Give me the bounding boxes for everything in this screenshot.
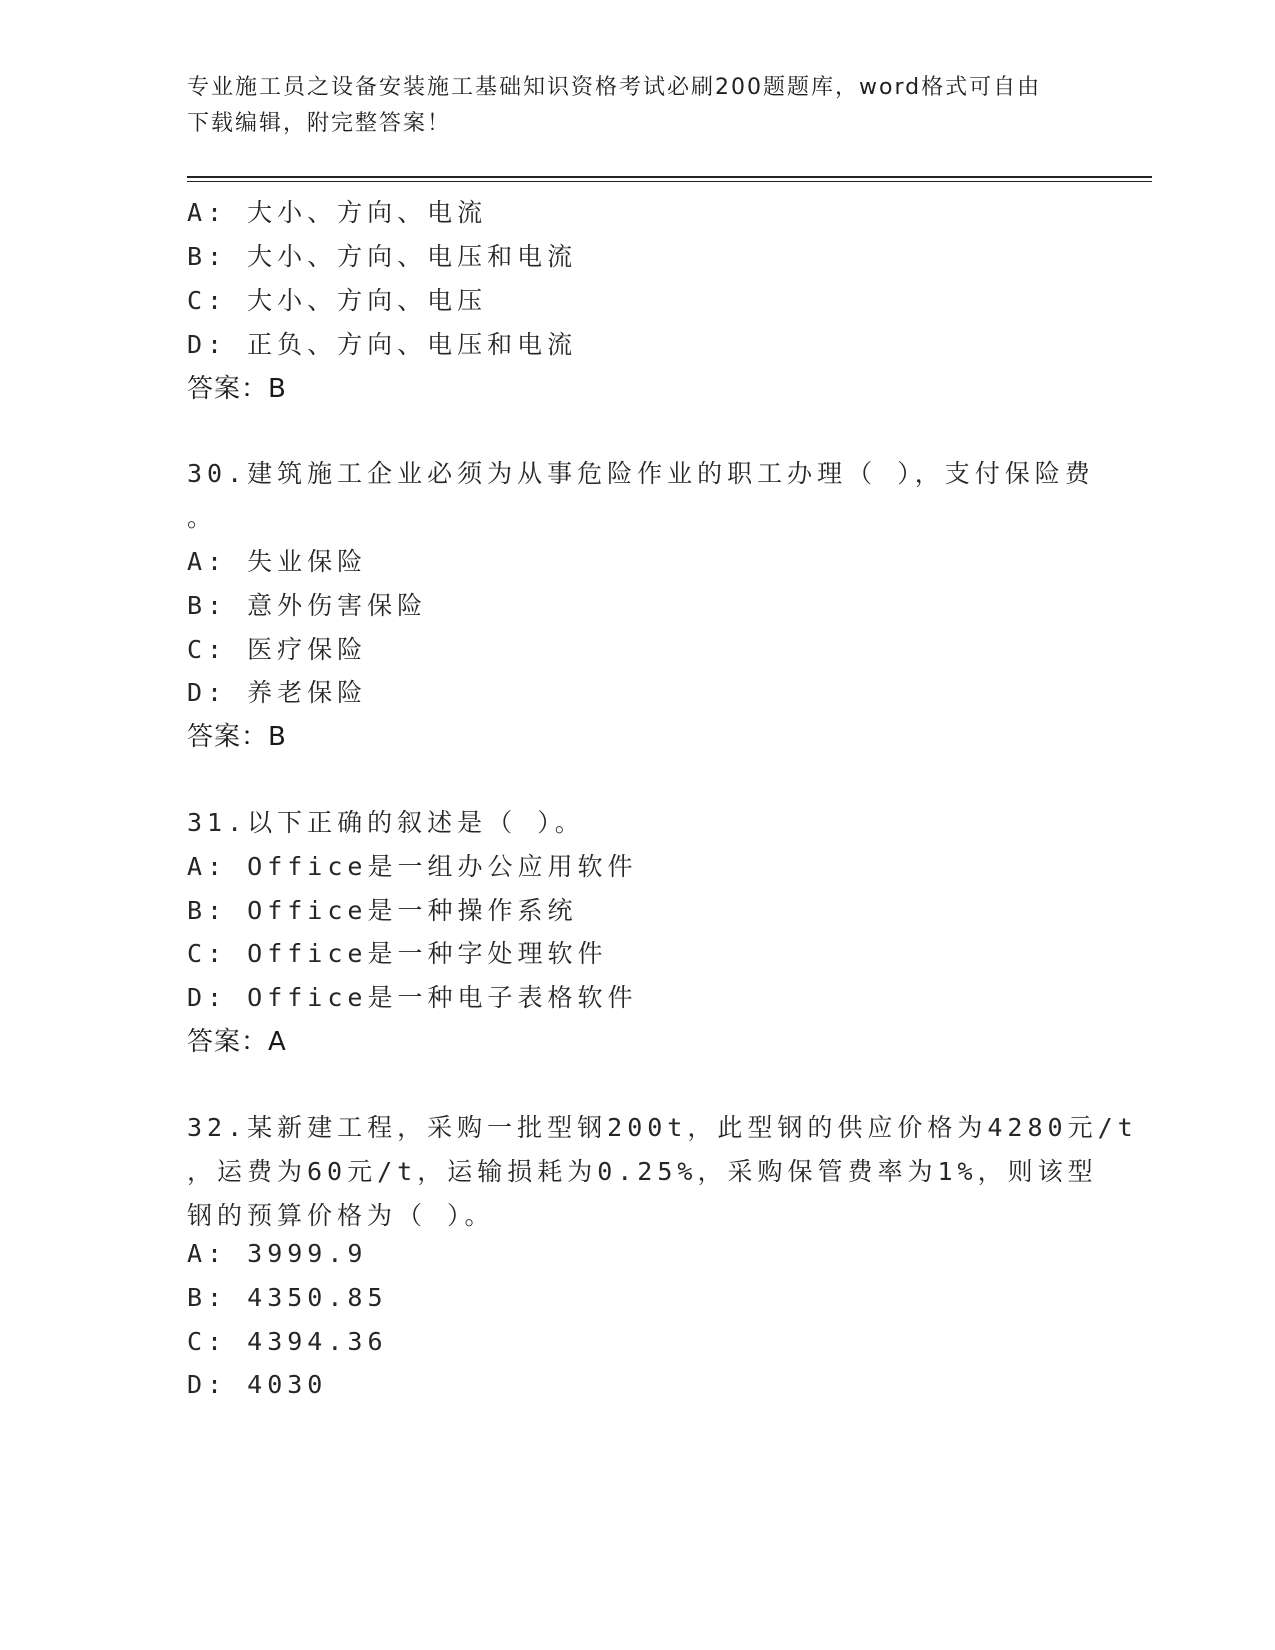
q32-stem-line-1: 32.某新建工程，采购一批型钢200t，此型钢的供应价格为4280元/t — [187, 1113, 1138, 1142]
q30-option-a: A: 失业保险 — [187, 547, 368, 576]
q30-stem-line-1: 30.建筑施工企业必须为从事危险作业的职工办理（ ），支付保险费 — [187, 459, 1095, 488]
q31-stem: 31.以下正确的叙述是（ ）。 — [187, 808, 585, 837]
q30-option-d: D: 养老保险 — [187, 678, 368, 707]
q29-option-c: C: 大小、方向、电压 — [187, 286, 488, 315]
q30-answer: 答案：B — [187, 722, 287, 752]
q31-answer: 答案：A — [187, 1027, 287, 1057]
q30-option-c: C: 医疗保险 — [187, 635, 368, 664]
q29-option-b: B: 大小、方向、电压和电流 — [187, 242, 578, 271]
q32-option-b: B: 4350.85 — [187, 1283, 388, 1312]
q31-option-a: A: Office是一组办公应用软件 — [187, 852, 638, 881]
q30-stem-line-2: 。 — [187, 503, 218, 532]
q32-stem-line-3: 钢的预算价格为（ ）。 — [187, 1201, 495, 1230]
q30-option-b: B: 意外伤害保险 — [187, 591, 428, 620]
q32-stem-line-2: ，运费为60元/t，运输损耗为0.25%，采购保管费率为1%，则该型 — [187, 1157, 1098, 1186]
q32-option-d: D: 4030 — [187, 1370, 328, 1399]
q29-option-a: A: 大小、方向、电流 — [187, 198, 488, 227]
q31-option-b: B: Office是一种操作系统 — [187, 896, 578, 925]
q29-option-d: D: 正负、方向、电压和电流 — [187, 330, 578, 359]
header-line-1: 专业施工员之设备安装施工基础知识资格考试必刷200题题库，word格式可自由 — [187, 75, 1042, 100]
header-line-2: 下载编辑，附完整答案！ — [187, 111, 452, 136]
q32-option-a: A: 3999.9 — [187, 1239, 368, 1268]
document-header — [187, 70, 1067, 142]
q32-option-c: C: 4394.36 — [187, 1327, 388, 1356]
q31-option-c: C: Office是一种字处理软件 — [187, 939, 608, 968]
q29-answer: 答案：B — [187, 374, 287, 404]
header-rule-thin — [187, 181, 1152, 182]
header-rule-thick — [187, 176, 1152, 178]
q31-option-d: D: Office是一种电子表格软件 — [187, 983, 638, 1012]
